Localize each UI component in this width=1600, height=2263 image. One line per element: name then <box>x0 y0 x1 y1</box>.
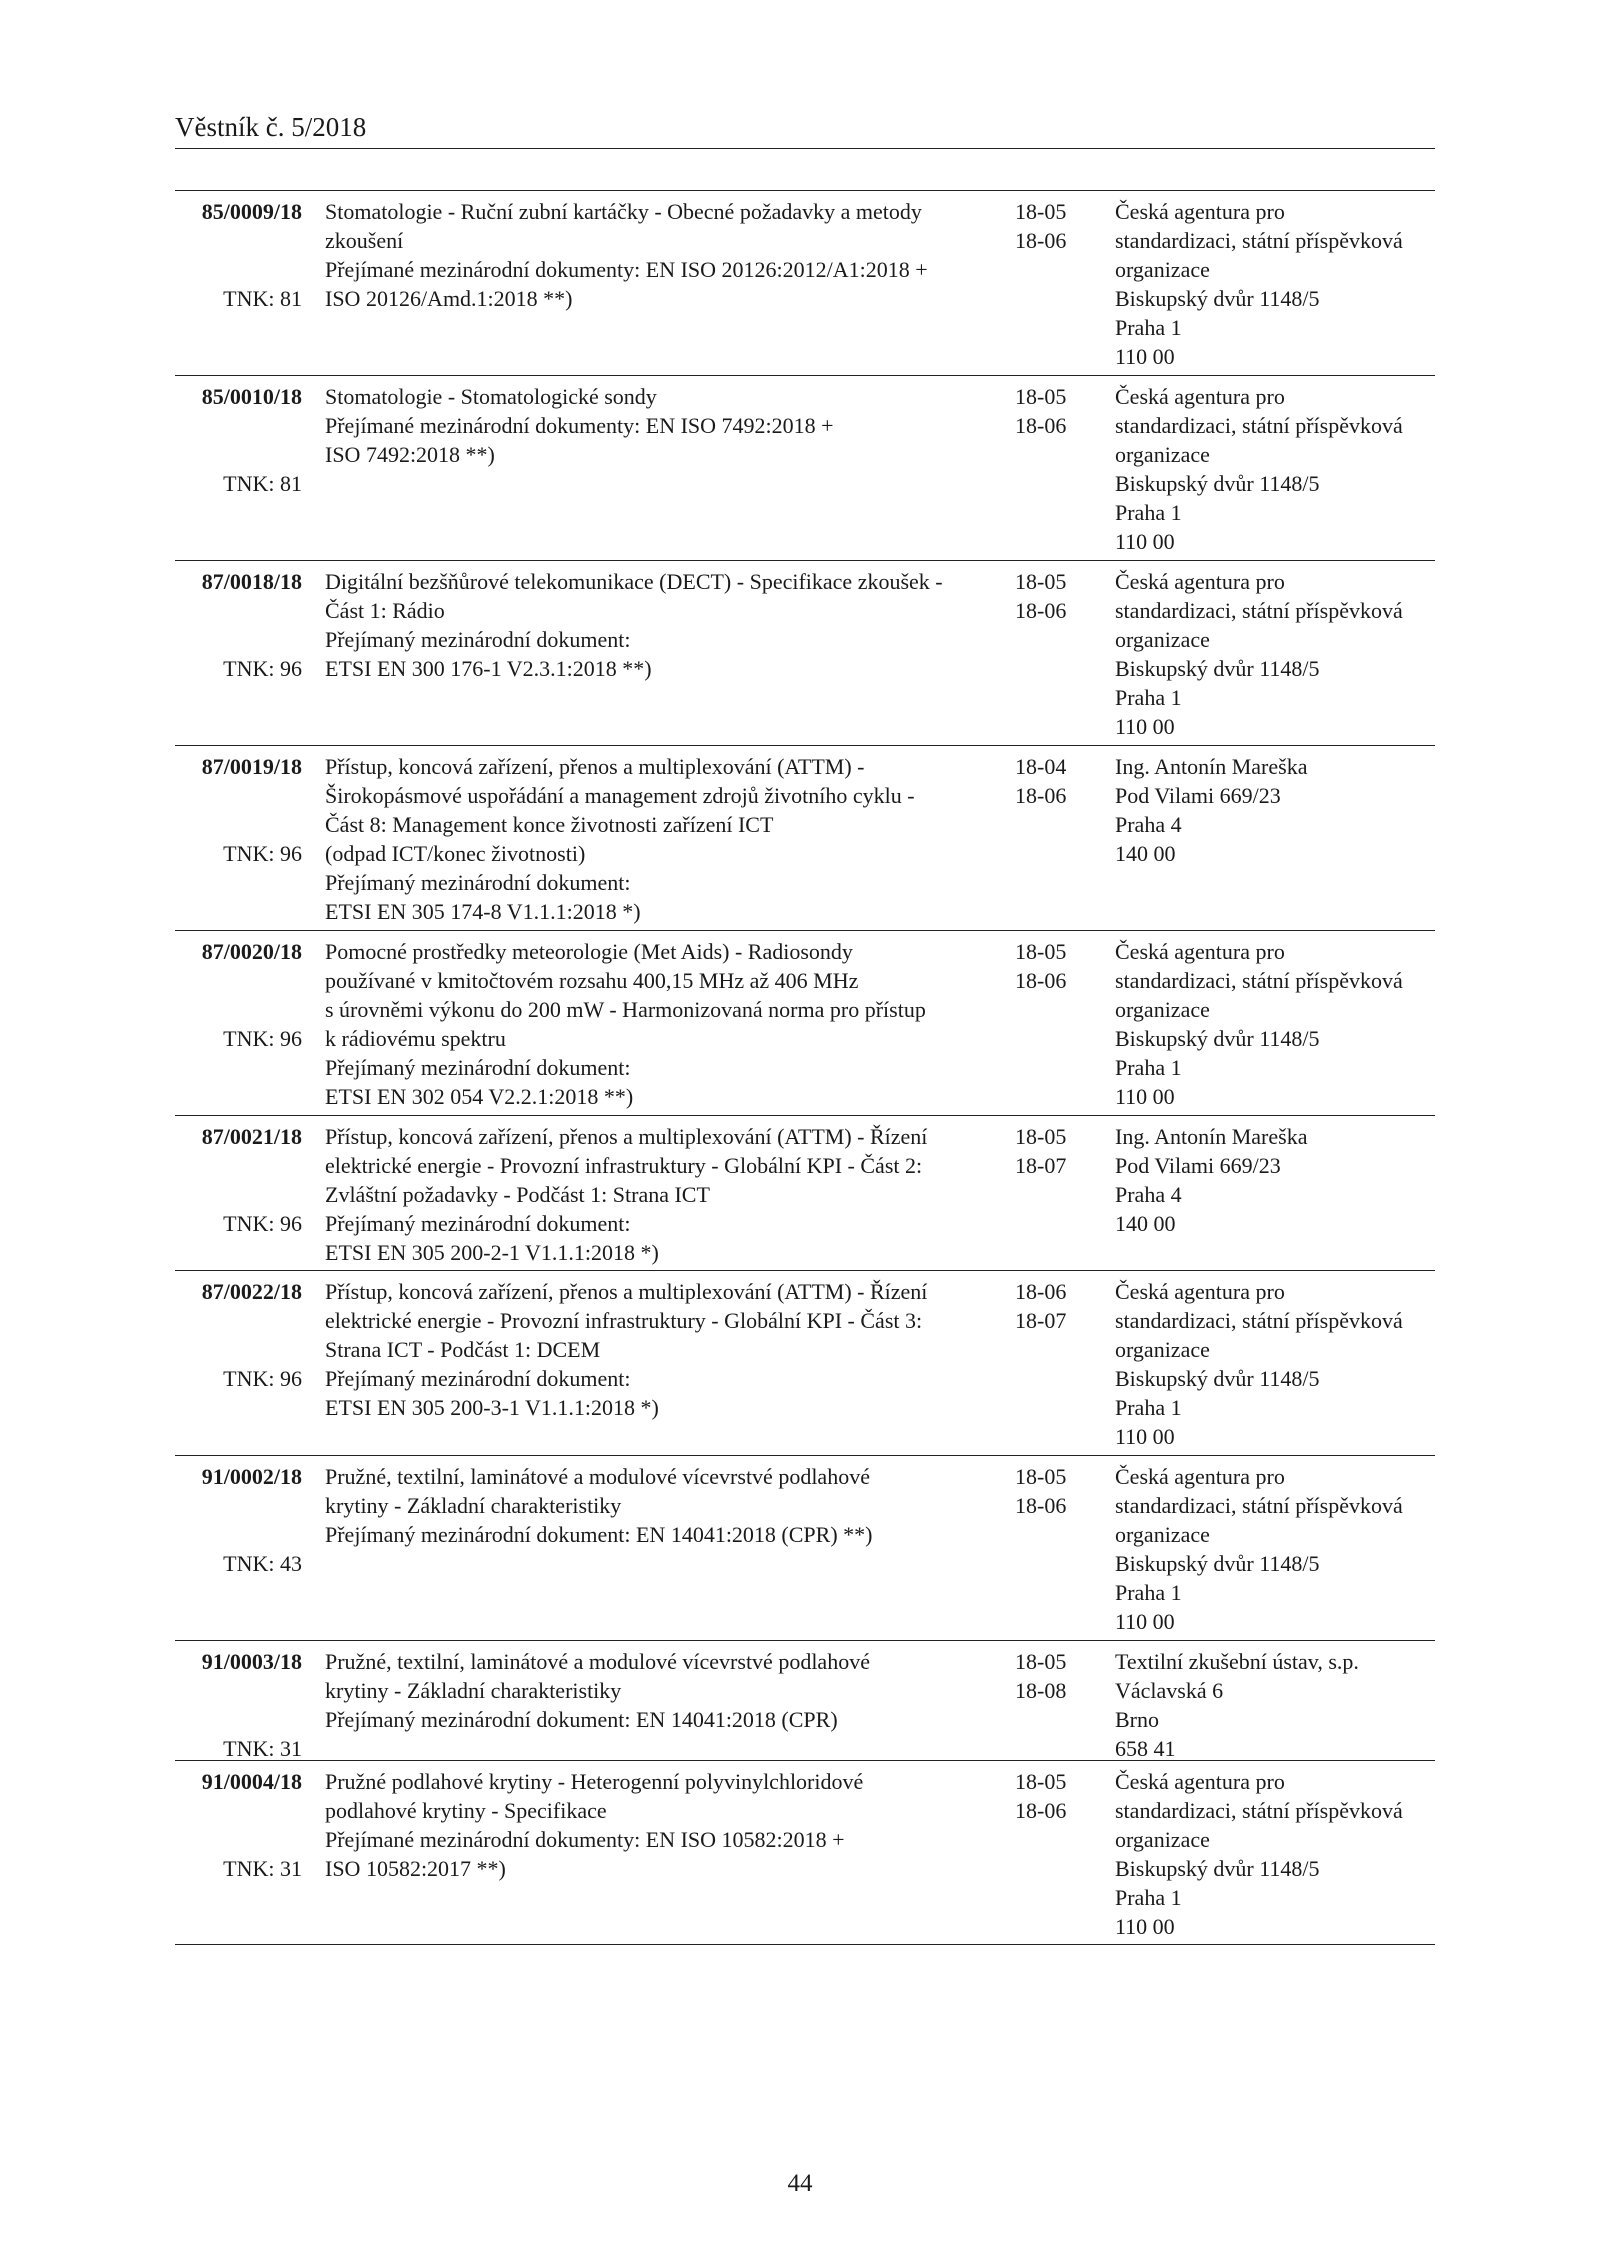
entry-dates-line: 18-07 <box>1015 1153 1067 1178</box>
entry-dates-line: 18-05 <box>1015 1464 1067 1489</box>
entry-address-line: Václavská 6 <box>1115 1678 1224 1703</box>
entry-address-line: Ing. Antonín Mareška <box>1115 1124 1308 1149</box>
entry-tnk: TNK: 96 <box>223 656 302 681</box>
entry-address <box>1115 1767 1435 1941</box>
entry-address-line: Praha 1 <box>1115 315 1182 340</box>
entry-address <box>1115 197 1435 371</box>
entry-description-line: Přejímaný mezinárodní dokument: EN 14041:2018 (CPR) **) <box>325 1522 873 1547</box>
entry-address-line: organizace <box>1115 257 1210 282</box>
entry-description-line: ETSI EN 302 054 V2.2.1:2018 **) <box>325 1084 634 1109</box>
entry-dates-line: 18-06 <box>1015 1279 1067 1304</box>
entry-description-line: podlahové krytiny - Specifikace <box>325 1798 607 1823</box>
entry-tnk: TNK: 31 <box>223 1736 302 1761</box>
entry-address-line: Praha 1 <box>1115 685 1182 710</box>
entry-address-line: standardizaci, státní příspěvková <box>1115 1308 1403 1333</box>
page-header <box>175 110 1435 149</box>
entry-code: 87/0022/18 <box>201 1279 302 1304</box>
entry-address-line: Česká agentura pro <box>1115 384 1285 409</box>
entry-code: 91/0003/18 <box>201 1649 302 1674</box>
entry-code: 91/0004/18 <box>201 1769 302 1794</box>
entry-code: 87/0018/18 <box>201 569 302 594</box>
entry-dates-line: 18-05 <box>1015 199 1067 224</box>
entry-dates <box>1015 1277 1085 1335</box>
entry-address-line: organizace <box>1115 442 1210 467</box>
entry-tnk: TNK: 43 <box>223 1551 302 1576</box>
entry-address-line: Praha 4 <box>1115 1182 1182 1207</box>
entry-tnk: TNK: 96 <box>223 1026 302 1051</box>
entry-address-line: Textilní zkušební ústav, s.p. <box>1115 1649 1359 1674</box>
table-row <box>175 375 1435 560</box>
entry-description <box>325 1767 1005 1883</box>
table-row <box>175 1640 1435 1760</box>
entry-address-line: standardizaci, státní příspěvková <box>1115 1798 1403 1823</box>
entry-address-line: Česká agentura pro <box>1115 939 1285 964</box>
entry-tnk: TNK: 96 <box>223 841 302 866</box>
entry-description-line: Přejímaný mezinárodní dokument: <box>325 1055 631 1080</box>
entry-description-line: Přejímaný mezinárodní dokument: <box>325 1366 631 1391</box>
entry-code: 91/0002/18 <box>201 1464 302 1489</box>
entry-description-line: Strana ICT - Podčást 1: DCEM <box>325 1337 601 1362</box>
entry-address-line: Brno <box>1115 1707 1159 1732</box>
entry-dates <box>1015 1767 1085 1825</box>
table-row <box>175 745 1435 930</box>
entry-dates-line: 18-05 <box>1015 1769 1067 1794</box>
entry-address-line: 140 00 <box>1115 841 1176 866</box>
entry-address-line: Biskupský dvůr 1148/5 <box>1115 471 1320 496</box>
entry-description-line: Širokopásmové uspořádání a management zdrojů životního cyklu - <box>325 783 915 808</box>
entry-address-line: Biskupský dvůr 1148/5 <box>1115 1551 1320 1576</box>
entry-description-line: Pružné, textilní, laminátové a modulové vícevrstvé podlahové <box>325 1649 870 1674</box>
entry-address-line: organizace <box>1115 997 1210 1022</box>
entry-address-line: 110 00 <box>1115 529 1175 554</box>
entry-dates-line: 18-05 <box>1015 939 1067 964</box>
entry-description-line: Zvláštní požadavky - Podčást 1: Strana ICT <box>325 1182 710 1207</box>
entry-description-line: Část 1: Rádio <box>325 598 445 623</box>
entry-dates-line: 18-05 <box>1015 1124 1067 1149</box>
entry-dates-line: 18-04 <box>1015 754 1067 779</box>
entry-description-line: Přístup, koncová zařízení, přenos a multiplexování (ATTM) - Řízení <box>325 1279 928 1304</box>
entry-dates <box>1015 1462 1085 1520</box>
entry-address-line: 110 00 <box>1115 714 1175 739</box>
entry-dates-line: 18-05 <box>1015 1649 1067 1674</box>
table-row <box>175 1455 1435 1640</box>
entry-address-line: Praha 1 <box>1115 500 1182 525</box>
entry-address <box>1115 1647 1435 1763</box>
entry-description-line: Přejímané mezinárodní dokumenty: EN ISO 10582:2018 + <box>325 1827 845 1852</box>
entry-address-line: Praha 4 <box>1115 812 1182 837</box>
entry-id-cell <box>175 1647 302 1761</box>
entry-address-line: Biskupský dvůr 1148/5 <box>1115 286 1320 311</box>
entry-description-line: Pomocné prostředky meteorologie (Met Aids) - Radiosondy <box>325 939 853 964</box>
entry-tnk: TNK: 96 <box>223 1366 302 1391</box>
entry-description-line: používané v kmitočtovém rozsahu 400,15 MHz až 406 MHz <box>325 968 859 993</box>
entry-tnk: TNK: 81 <box>223 286 302 311</box>
entry-description-line: Přejímaný mezinárodní dokument: <box>325 1211 631 1236</box>
entry-description-line: krytiny - Základní charakteristiky <box>325 1678 622 1703</box>
entry-address-line: Pod Vilami 669/23 <box>1115 1153 1281 1178</box>
entry-dates-line: 18-06 <box>1015 1798 1067 1823</box>
entry-description-line: Přístup, koncová zařízení, přenos a multiplexování (ATTM) - <box>325 754 865 779</box>
entry-description <box>325 1462 1005 1549</box>
entry-address <box>1115 937 1435 1111</box>
entry-description-line: elektrické energie - Provozní infrastruktury - Globální KPI - Část 2: <box>325 1153 923 1178</box>
entry-description <box>325 937 1005 1111</box>
entry-address-line: organizace <box>1115 1337 1210 1362</box>
entry-tnk: TNK: 31 <box>223 1856 302 1881</box>
entry-address-line: standardizaci, státní příspěvková <box>1115 1493 1403 1518</box>
entry-address-line: standardizaci, státní příspěvková <box>1115 598 1403 623</box>
entry-description-line: Přejímané mezinárodní dokumenty: EN ISO 7492:2018 + <box>325 413 834 438</box>
entry-dates-line: 18-06 <box>1015 968 1067 993</box>
entry-description-line: ETSI EN 305 200-3-1 V1.1.1:2018 *) <box>325 1395 659 1420</box>
entry-description <box>325 197 1005 313</box>
entry-dates-line: 18-05 <box>1015 569 1067 594</box>
entry-id-cell <box>175 567 302 681</box>
entry-description-line: ISO 10582:2017 **) <box>325 1856 506 1881</box>
entry-description-line: Přístup, koncová zařízení, přenos a multiplexování (ATTM) - Řízení <box>325 1124 928 1149</box>
entry-address-line: Biskupský dvůr 1148/5 <box>1115 1366 1320 1391</box>
table-row <box>175 1115 1435 1270</box>
entry-dates-line: 18-08 <box>1015 1678 1067 1703</box>
entry-code: 85/0010/18 <box>201 384 302 409</box>
entry-address-line: Česká agentura pro <box>1115 1464 1285 1489</box>
entry-dates <box>1015 1122 1085 1180</box>
entry-tnk: TNK: 81 <box>223 471 302 496</box>
table-row <box>175 1270 1435 1455</box>
entry-address-line: 110 00 <box>1115 1609 1175 1634</box>
entry-description-line: Stomatologie - Stomatologické sondy <box>325 384 657 409</box>
entry-description-line: Digitální bezšňůrové telekomunikace (DECT) - Specifikace zkoušek - <box>325 569 943 594</box>
entry-description-line: krytiny - Základní charakteristiky <box>325 1493 622 1518</box>
entry-dates-line: 18-06 <box>1015 783 1067 808</box>
entry-description-line: ETSI EN 300 176-1 V2.3.1:2018 **) <box>325 656 652 681</box>
entry-description-line: (odpad ICT/konec životnosti) <box>325 841 586 866</box>
entry-address-line: Česká agentura pro <box>1115 1769 1285 1794</box>
entry-address-line: organizace <box>1115 1522 1210 1547</box>
entry-code: 85/0009/18 <box>201 199 302 224</box>
entry-description-line: Pružné podlahové krytiny - Heterogenní polyvinylchloridové <box>325 1769 864 1794</box>
entry-description-line: zkoušení <box>325 228 404 253</box>
entry-address-line: Praha 1 <box>1115 1885 1182 1910</box>
standards-table <box>175 190 1435 1945</box>
entry-address-line: 110 00 <box>1115 344 1175 369</box>
entry-dates-line: 18-07 <box>1015 1308 1067 1333</box>
entry-description-line: ISO 20126/Amd.1:2018 **) <box>325 286 573 311</box>
entry-description-line: Přejímaný mezinárodní dokument: <box>325 870 631 895</box>
entry-address-line: Praha 1 <box>1115 1580 1182 1605</box>
entry-address-line: Biskupský dvůr 1148/5 <box>1115 1026 1320 1051</box>
page-number: 44 <box>787 2170 813 2197</box>
entry-address-line: Praha 1 <box>1115 1055 1182 1080</box>
entry-description-line: Přejímaný mezinárodní dokument: <box>325 627 631 652</box>
entry-id-cell <box>175 752 302 866</box>
entry-description <box>325 1647 1005 1734</box>
table-row <box>175 930 1435 1115</box>
entry-id-cell <box>175 1277 302 1391</box>
entry-address-line: 110 00 <box>1115 1424 1175 1449</box>
entry-description <box>325 382 1005 469</box>
entry-dates <box>1015 197 1085 255</box>
entry-id-cell <box>175 1122 302 1236</box>
entry-address-line: organizace <box>1115 627 1210 652</box>
entry-id-cell <box>175 937 302 1051</box>
entry-dates-line: 18-06 <box>1015 1493 1067 1518</box>
journal-title: Věstník č. 5/2018 <box>175 112 367 142</box>
entry-address-line: Česká agentura pro <box>1115 569 1285 594</box>
entry-dates-line: 18-05 <box>1015 384 1067 409</box>
entry-description-line: ETSI EN 305 200-2-1 V1.1.1:2018 *) <box>325 1240 659 1265</box>
entry-address-line: standardizaci, státní příspěvková <box>1115 968 1403 993</box>
entry-dates <box>1015 567 1085 625</box>
entry-address-line: Česká agentura pro <box>1115 199 1285 224</box>
table-row <box>175 190 1435 375</box>
entry-description-line: Pružné, textilní, laminátové a modulové vícevrstvé podlahové <box>325 1464 870 1489</box>
entry-description <box>325 1122 1005 1267</box>
entry-dates-line: 18-06 <box>1015 228 1067 253</box>
entry-dates-line: 18-06 <box>1015 413 1067 438</box>
entry-address-line: standardizaci, státní příspěvková <box>1115 413 1403 438</box>
entry-description <box>325 752 1005 926</box>
entry-description-line: Přejímaný mezinárodní dokument: EN 14041:2018 (CPR) <box>325 1707 838 1732</box>
entry-address-line: 140 00 <box>1115 1211 1176 1236</box>
entry-id-cell <box>175 1462 302 1576</box>
entry-dates-line: 18-06 <box>1015 598 1067 623</box>
entry-id-cell <box>175 382 302 496</box>
entry-address-line: Ing. Antonín Mareška <box>1115 754 1308 779</box>
entry-code: 87/0019/18 <box>201 754 302 779</box>
entry-description-line: Stomatologie - Ruční zubní kartáčky - Obecné požadavky a metody <box>325 199 922 224</box>
entry-address <box>1115 567 1435 741</box>
entry-dates <box>1015 1647 1085 1705</box>
entry-address-line: organizace <box>1115 1827 1210 1852</box>
entry-address-line: Česká agentura pro <box>1115 1279 1285 1304</box>
entry-description-line: s úrovněmi výkonu do 200 mW - Harmonizovaná norma pro přístup <box>325 997 926 1022</box>
entry-address <box>1115 1277 1435 1451</box>
entry-address-line: Biskupský dvůr 1148/5 <box>1115 1856 1320 1881</box>
entry-id-cell <box>175 1767 302 1881</box>
entry-description-line: k rádiovému spektru <box>325 1026 506 1051</box>
entry-description-line: elektrické energie - Provozní infrastruktury - Globální KPI - Část 3: <box>325 1308 923 1333</box>
entry-description-line: ETSI EN 305 174-8 V1.1.1:2018 *) <box>325 899 641 924</box>
entry-tnk: TNK: 96 <box>223 1211 302 1236</box>
entry-code: 87/0021/18 <box>201 1124 302 1149</box>
entry-address-line: 110 00 <box>1115 1084 1175 1109</box>
entry-description-line: Část 8: Management konce životnosti zařízení ICT <box>325 812 774 837</box>
entry-address <box>1115 382 1435 556</box>
entry-dates <box>1015 382 1085 440</box>
entry-address-line: Pod Vilami 669/23 <box>1115 783 1281 808</box>
entry-code: 87/0020/18 <box>201 939 302 964</box>
entry-dates <box>1015 937 1085 995</box>
entry-address <box>1115 1122 1435 1238</box>
entry-address-line: Praha 1 <box>1115 1395 1182 1420</box>
entry-dates <box>1015 752 1085 810</box>
table-row <box>175 560 1435 745</box>
entry-address <box>1115 1462 1435 1636</box>
entry-address-line: 658 41 <box>1115 1736 1176 1761</box>
table-row <box>175 1760 1435 1945</box>
entry-id-cell <box>175 197 302 311</box>
entry-address-line: Biskupský dvůr 1148/5 <box>1115 656 1320 681</box>
entry-address-line: 110 00 <box>1115 1914 1175 1939</box>
entry-description-line: Přejímané mezinárodní dokumenty: EN ISO 20126:2012/A1:2018 + <box>325 257 928 282</box>
entry-description-line: ISO 7492:2018 **) <box>325 442 495 467</box>
entry-description <box>325 1277 1005 1422</box>
entry-address <box>1115 752 1435 868</box>
entry-description <box>325 567 1005 683</box>
entry-address-line: standardizaci, státní příspěvková <box>1115 228 1403 253</box>
